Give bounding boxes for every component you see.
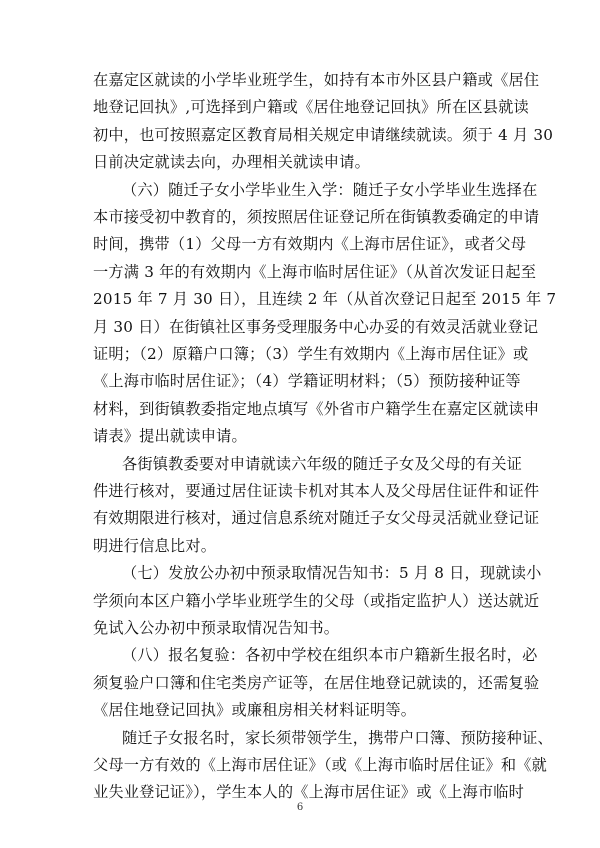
text-line: 月 30 日）在街镇社区事务受理服务中心办妥的有效灵活就业登记 <box>93 317 539 336</box>
text-line: 须复验户口簿和住宅类房产证等，在居住地登记就读的，还需复验 <box>93 673 540 692</box>
text-line: 本市接受初中教育的，须按照居住证登记所在街镇教委确定的申请 <box>93 208 540 226</box>
text-line: 《居住地登记回执》或廉租房相关材料证明等。 <box>93 701 417 720</box>
text-line: 证明；（2）原籍户口簿；（3）学生有效期内《上海市居住证》或 <box>93 345 529 363</box>
text-line: （六）随迁子女小学毕业生入学：随迁子女小学毕业生选择在 <box>122 180 538 199</box>
text-line: 一方满 3 年的有效期内《上海市临时居住证》（从首次发证日起至 <box>93 262 537 281</box>
text-line: 日前决定就读去向，办理相关就读申请。 <box>93 153 370 172</box>
text-line: 2015 年 7 月 30 日），且连续 2 年（从首次登记日起至 2015 年 7 <box>93 290 557 309</box>
text-line: 学须向本区户籍小学毕业班学生的父母（或指定监护人）送达就近 <box>93 591 540 610</box>
text-line: 业失业登记证》），学生本人的《上海市居住证》或《上海市临时 <box>93 783 525 802</box>
text-line: 有效期限进行核对，通过信息系统对随迁子女父母灵活就业登记证 <box>93 509 540 528</box>
text-line: 明进行信息比对。 <box>93 536 217 555</box>
text-line: 材料，到街镇教委指定地点填写《外省市户籍学生在嘉定区就读申 <box>93 399 540 418</box>
text-line: 请表》提出就读申请。 <box>93 427 247 446</box>
text-line: 免试入公办初中预录取情况告知书。 <box>93 619 340 637</box>
text-line: 件进行核对，要通过居住证读卡机对其本人及父母居住证件和证件 <box>93 482 540 500</box>
text-line: 《上海市临时居住证》；（4）学籍证明材料；（5）预防接种证等 <box>93 372 521 391</box>
text-line: 随迁子女报名时，家长须带领学生，携带户口簿、预防接种证、 <box>122 728 553 747</box>
text-line: （七）发放公办初中预录取情况告知书：5 月 8 日，现就读小 <box>122 564 542 583</box>
text-line: 地登记回执》,可选择到户籍或《居住地登记回执》所在区县就读 <box>93 98 529 117</box>
text-line: （八）报名复验：各初中学校在组织本市户籍新生报名时，必 <box>122 646 538 665</box>
text-line: 初中，也可按照嘉定区教育局相关规定申请继续就读。须于 4 月 30 <box>93 125 554 144</box>
text-line: 父母一方有效的《上海市居住证》（或《上海市临时居住证》和《就 <box>93 756 548 774</box>
page-number: 6 <box>296 802 304 813</box>
text-line: 时间，携带（1）父母一方有效期内《上海市居住证》，或者父母 <box>93 235 527 254</box>
text-line: 在嘉定区就读的小学毕业班学生，如持有本市外区县户籍或《居住 <box>93 71 540 89</box>
text-line: 各街镇教委要对申请就读六年级的随迁子女及父母的有关证 <box>122 454 523 473</box>
